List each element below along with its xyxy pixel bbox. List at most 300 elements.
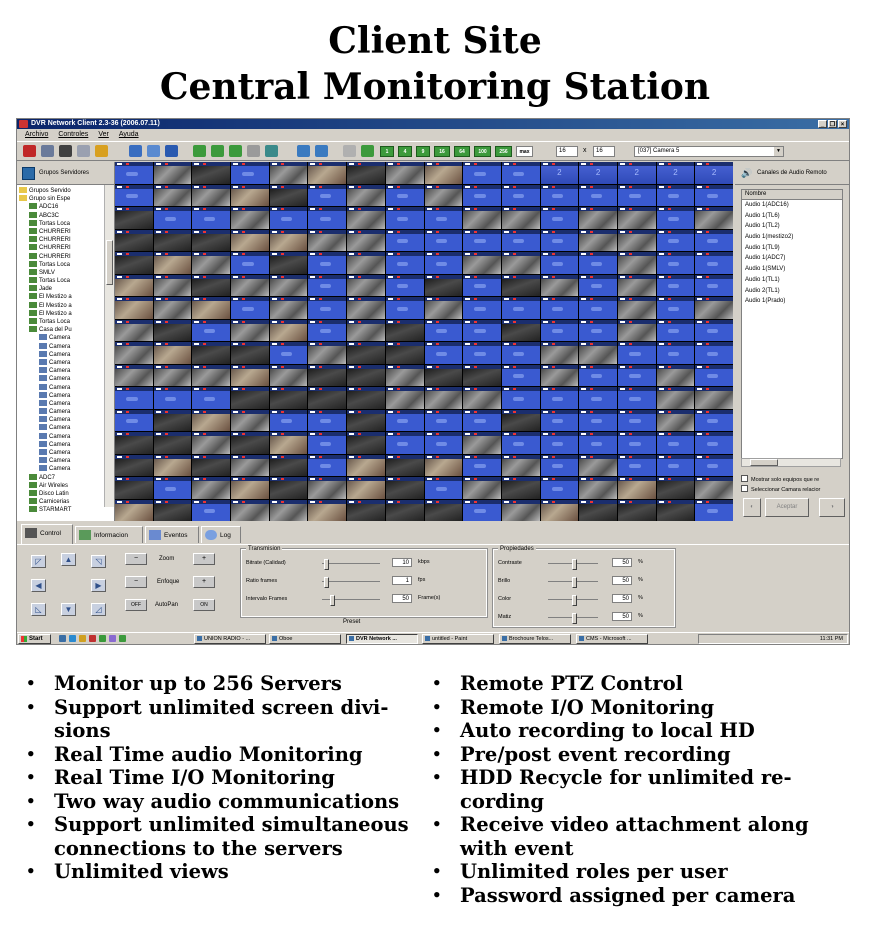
clock[interactable]: 11:31 PM bbox=[819, 636, 843, 642]
camera-tile[interactable] bbox=[270, 185, 308, 207]
camera-tile[interactable] bbox=[192, 342, 230, 364]
audio-list-scrollbar[interactable] bbox=[741, 458, 841, 467]
camera-tile[interactable] bbox=[308, 477, 346, 499]
camera-tile[interactable] bbox=[463, 365, 501, 387]
camera-tile[interactable] bbox=[463, 230, 501, 252]
stop-icon[interactable] bbox=[193, 145, 206, 157]
camera-tile[interactable] bbox=[270, 320, 308, 342]
camera-tile[interactable] bbox=[115, 185, 153, 207]
tree-node-camera[interactable] bbox=[17, 449, 114, 457]
tree-node-server[interactable] bbox=[17, 269, 114, 277]
camera-tile[interactable] bbox=[695, 410, 733, 432]
camera-tile[interactable] bbox=[270, 500, 308, 522]
camera-tile[interactable] bbox=[695, 365, 733, 387]
tree-node-server[interactable] bbox=[17, 244, 114, 252]
camera-tile[interactable] bbox=[270, 432, 308, 454]
camera-tile[interactable] bbox=[695, 432, 733, 454]
camera-tile[interactable] bbox=[579, 320, 617, 342]
tree-node-camera[interactable] bbox=[17, 392, 114, 400]
camera-tile[interactable] bbox=[231, 342, 269, 364]
chevron-down-icon[interactable]: ▼ bbox=[774, 147, 783, 156]
audio-channel-item[interactable]: Audio 1(SMLV) bbox=[745, 266, 786, 273]
tree-node-server[interactable] bbox=[17, 212, 114, 220]
camera-tile[interactable] bbox=[463, 162, 501, 184]
talk-icon[interactable]: ◐ bbox=[743, 498, 761, 517]
camera-tile[interactable] bbox=[154, 455, 192, 477]
camera-tile[interactable] bbox=[541, 365, 579, 387]
tree-node-server[interactable] bbox=[17, 228, 114, 236]
camera-tile[interactable] bbox=[463, 477, 501, 499]
minimize-button[interactable]: _ bbox=[818, 120, 827, 128]
camera-tile[interactable] bbox=[231, 410, 269, 432]
camera-tile[interactable] bbox=[618, 207, 656, 229]
refresh-icon[interactable] bbox=[343, 145, 356, 157]
camera-tile[interactable] bbox=[425, 500, 463, 522]
camera-tile[interactable] bbox=[657, 185, 695, 207]
pause-icon[interactable] bbox=[229, 145, 242, 157]
camera-tile[interactable] bbox=[270, 387, 308, 409]
focus-far-button[interactable]: + bbox=[193, 576, 215, 588]
close-button[interactable]: × bbox=[838, 120, 847, 128]
camera-tile[interactable] bbox=[541, 455, 579, 477]
camera-tile[interactable] bbox=[386, 455, 424, 477]
layout-16-button[interactable]: 16 bbox=[434, 146, 450, 157]
property-slider[interactable] bbox=[548, 581, 598, 582]
camera-tile[interactable] bbox=[425, 410, 463, 432]
tree-node-server[interactable] bbox=[17, 318, 114, 326]
camera-tile[interactable] bbox=[579, 252, 617, 274]
transmission-slider[interactable] bbox=[322, 563, 380, 564]
camera-tile[interactable] bbox=[579, 500, 617, 522]
camera-tile[interactable] bbox=[192, 455, 230, 477]
camera-tile[interactable] bbox=[154, 432, 192, 454]
camera-tile[interactable] bbox=[618, 320, 656, 342]
print-icon[interactable] bbox=[315, 145, 328, 157]
camera-tile[interactable] bbox=[657, 275, 695, 297]
camera-tile[interactable] bbox=[425, 207, 463, 229]
camera-tile[interactable] bbox=[657, 342, 695, 364]
camera-tile[interactable] bbox=[347, 365, 385, 387]
camera-tile[interactable] bbox=[115, 432, 153, 454]
ie-icon[interactable] bbox=[69, 635, 76, 642]
camera-tile[interactable] bbox=[308, 410, 346, 432]
camera-tile[interactable] bbox=[154, 410, 192, 432]
camera-tile[interactable] bbox=[270, 477, 308, 499]
camera-tile[interactable] bbox=[347, 342, 385, 364]
camera-tile[interactable] bbox=[618, 230, 656, 252]
camera-tile[interactable] bbox=[308, 252, 346, 274]
folder-icon[interactable] bbox=[79, 635, 86, 642]
camera-tile[interactable] bbox=[115, 275, 153, 297]
camera-tile[interactable] bbox=[231, 185, 269, 207]
tools-icon[interactable] bbox=[95, 145, 108, 157]
camera-tile[interactable] bbox=[425, 455, 463, 477]
camera-tile[interactable] bbox=[463, 252, 501, 274]
camera-tile[interactable] bbox=[386, 342, 424, 364]
camera-tile[interactable] bbox=[657, 365, 695, 387]
camera-tile[interactable] bbox=[347, 387, 385, 409]
camera-tile[interactable] bbox=[347, 162, 385, 184]
tree-node-server[interactable] bbox=[17, 506, 114, 514]
camera-tile[interactable] bbox=[270, 410, 308, 432]
camera-tile[interactable] bbox=[231, 320, 269, 342]
property-slider[interactable] bbox=[548, 563, 598, 564]
tree-node-folder[interactable] bbox=[17, 195, 114, 203]
camera-tile[interactable] bbox=[657, 320, 695, 342]
camera-tile[interactable] bbox=[463, 410, 501, 432]
camera-tile[interactable] bbox=[154, 252, 192, 274]
camera-tile[interactable] bbox=[463, 432, 501, 454]
camera-tile[interactable] bbox=[425, 230, 463, 252]
camera-tile[interactable] bbox=[115, 230, 153, 252]
column-header-nombre[interactable]: Nombre bbox=[742, 190, 842, 200]
camera-tile[interactable] bbox=[541, 230, 579, 252]
camera-tile[interactable] bbox=[192, 500, 230, 522]
camera-tile[interactable] bbox=[579, 162, 617, 184]
camera-tile[interactable] bbox=[308, 342, 346, 364]
extra-icon[interactable]: ◑ bbox=[819, 498, 845, 517]
camera-tile[interactable] bbox=[657, 252, 695, 274]
camera-tile[interactable] bbox=[386, 185, 424, 207]
camera-tile[interactable] bbox=[579, 477, 617, 499]
audio-channel-item[interactable]: Audio 1(TL1) bbox=[745, 276, 780, 283]
camera-tile[interactable] bbox=[425, 320, 463, 342]
camera-tile[interactable] bbox=[154, 500, 192, 522]
task-union-radio[interactable]: UNION RADIO - ... bbox=[194, 634, 266, 644]
slider-knob[interactable] bbox=[572, 595, 577, 606]
camera-tile[interactable] bbox=[192, 387, 230, 409]
camera-tile[interactable] bbox=[618, 252, 656, 274]
tree-node-camera[interactable] bbox=[17, 441, 114, 449]
camera-tile[interactable] bbox=[695, 185, 733, 207]
play-icon[interactable] bbox=[211, 145, 224, 157]
camera-tile[interactable] bbox=[192, 365, 230, 387]
layout-9-button[interactable]: 9 bbox=[416, 146, 430, 157]
camera-tile[interactable] bbox=[695, 455, 733, 477]
camera-tile[interactable] bbox=[502, 342, 540, 364]
camera-tile[interactable] bbox=[231, 500, 269, 522]
camera-tile[interactable] bbox=[386, 162, 424, 184]
sequence-icon[interactable] bbox=[361, 145, 374, 157]
media-icon[interactable] bbox=[89, 635, 96, 642]
cols-spinner[interactable]: 16 bbox=[593, 146, 615, 157]
tree-node-server[interactable] bbox=[17, 302, 114, 310]
camera-tile[interactable] bbox=[231, 275, 269, 297]
camera-tile[interactable] bbox=[618, 297, 656, 319]
camera-tile[interactable] bbox=[347, 320, 385, 342]
camera-tile[interactable] bbox=[618, 410, 656, 432]
ptz-down-left-button[interactable]: ◺ bbox=[31, 603, 46, 616]
menu-archivo[interactable]: Archivo bbox=[25, 131, 49, 138]
fullscreen-icon[interactable] bbox=[165, 145, 178, 157]
camera-tile[interactable] bbox=[270, 297, 308, 319]
camera-tile[interactable] bbox=[308, 432, 346, 454]
scrollbar-thumb[interactable] bbox=[106, 240, 113, 285]
camera-tile[interactable] bbox=[115, 297, 153, 319]
camera-tile[interactable] bbox=[308, 230, 346, 252]
menu-controles[interactable]: Controles bbox=[58, 131, 89, 138]
tree-node-server[interactable] bbox=[17, 482, 114, 490]
camera-tile[interactable] bbox=[502, 275, 540, 297]
camera-tile[interactable] bbox=[463, 455, 501, 477]
camera-tile[interactable] bbox=[347, 185, 385, 207]
camera-tile[interactable] bbox=[502, 207, 540, 229]
camera-tile[interactable] bbox=[657, 162, 695, 184]
camera-tile[interactable] bbox=[386, 275, 424, 297]
task-oboe[interactable]: Oboe bbox=[269, 634, 341, 644]
camera-tile[interactable] bbox=[154, 320, 192, 342]
camera-tile[interactable] bbox=[657, 477, 695, 499]
camera-tile[interactable] bbox=[154, 185, 192, 207]
property-slider[interactable] bbox=[548, 599, 598, 600]
layout-1-button[interactable]: 1 bbox=[380, 146, 394, 157]
camera-tile[interactable] bbox=[231, 387, 269, 409]
camera-tile[interactable] bbox=[308, 365, 346, 387]
tree-node-camera[interactable] bbox=[17, 416, 114, 424]
window-title-bar[interactable] bbox=[17, 119, 849, 129]
camera-tile[interactable] bbox=[347, 477, 385, 499]
tree-node-camera[interactable] bbox=[17, 343, 114, 351]
slider-knob[interactable] bbox=[330, 595, 335, 606]
camera-tile[interactable] bbox=[502, 500, 540, 522]
camera-tile[interactable] bbox=[657, 230, 695, 252]
slider-knob[interactable] bbox=[572, 559, 577, 570]
camera-tile[interactable] bbox=[579, 432, 617, 454]
camera-tile[interactable] bbox=[231, 162, 269, 184]
camera-tile[interactable] bbox=[618, 162, 656, 184]
camera-tile[interactable] bbox=[231, 297, 269, 319]
slider-knob[interactable] bbox=[572, 613, 577, 624]
camera-tile[interactable] bbox=[154, 207, 192, 229]
search-icon[interactable] bbox=[77, 145, 90, 157]
tree-node-server[interactable] bbox=[17, 490, 114, 498]
camera-tile[interactable] bbox=[657, 297, 695, 319]
camera-tile[interactable] bbox=[308, 320, 346, 342]
camera-tile[interactable] bbox=[115, 500, 153, 522]
camera-tile[interactable] bbox=[618, 387, 656, 409]
rows-spinner[interactable]: 16 bbox=[556, 146, 578, 157]
autopan-off-button[interactable]: OFF bbox=[125, 599, 147, 611]
layout-256-button[interactable]: 256 bbox=[495, 146, 512, 157]
camera-tile[interactable] bbox=[502, 252, 540, 274]
app2-quicklaunch-icon[interactable] bbox=[109, 635, 116, 642]
autopan-on-button[interactable]: ON bbox=[193, 599, 215, 611]
zoom-out-button[interactable]: − bbox=[125, 553, 147, 565]
ptz-down-button[interactable]: ▼ bbox=[61, 603, 76, 616]
tree-node-server[interactable] bbox=[17, 285, 114, 293]
camera-tile[interactable] bbox=[192, 230, 230, 252]
tree-node-server[interactable] bbox=[17, 236, 114, 244]
tree-node-camera[interactable] bbox=[17, 351, 114, 359]
task-paint[interactable]: untitled - Paint bbox=[422, 634, 494, 644]
tree-node-camera[interactable] bbox=[17, 359, 114, 367]
camera-tile[interactable] bbox=[657, 207, 695, 229]
task-dvr-network[interactable]: DVR Network ... bbox=[346, 634, 418, 644]
focus-near-button[interactable]: − bbox=[125, 576, 147, 588]
camera-tile[interactable] bbox=[308, 387, 346, 409]
camera-tile[interactable] bbox=[618, 342, 656, 364]
camera-tile[interactable] bbox=[386, 477, 424, 499]
camera-tile[interactable] bbox=[695, 500, 733, 522]
snapshot-icon[interactable] bbox=[297, 145, 310, 157]
camera-tile[interactable] bbox=[695, 342, 733, 364]
camera-tile[interactable] bbox=[541, 477, 579, 499]
camera-tile[interactable] bbox=[192, 410, 230, 432]
tree-node-server[interactable] bbox=[17, 474, 114, 482]
transmission-value[interactable]: 50 bbox=[392, 594, 412, 603]
speaker-icon[interactable] bbox=[247, 145, 260, 157]
camera-tile[interactable] bbox=[231, 252, 269, 274]
transmission-slider[interactable] bbox=[322, 581, 380, 582]
camera-tile[interactable] bbox=[695, 162, 733, 184]
tree-node-camera[interactable] bbox=[17, 465, 114, 473]
camera-tile[interactable] bbox=[192, 477, 230, 499]
camera-tile[interactable] bbox=[192, 297, 230, 319]
camera-tile[interactable] bbox=[115, 365, 153, 387]
camera-tile[interactable] bbox=[154, 365, 192, 387]
scrollbar-thumb[interactable] bbox=[750, 459, 778, 466]
camera-tile[interactable] bbox=[541, 387, 579, 409]
camera-tile[interactable] bbox=[502, 162, 540, 184]
tab-log[interactable]: Log bbox=[201, 526, 241, 543]
camera-tile[interactable] bbox=[618, 500, 656, 522]
zoom-in-button[interactable]: + bbox=[193, 553, 215, 565]
camera-tile[interactable] bbox=[579, 455, 617, 477]
camera-tile[interactable] bbox=[502, 477, 540, 499]
camera-tile[interactable] bbox=[308, 275, 346, 297]
camera-tile[interactable] bbox=[618, 365, 656, 387]
layout-icon[interactable] bbox=[147, 145, 160, 157]
camera-tile[interactable] bbox=[347, 275, 385, 297]
camera-tile[interactable] bbox=[502, 320, 540, 342]
audio-channel-item[interactable]: Audio 1(TL2) bbox=[745, 223, 780, 230]
tree-node-server[interactable] bbox=[17, 220, 114, 228]
property-value[interactable]: 50 bbox=[612, 594, 632, 603]
ptz-up-right-button[interactable]: ◹ bbox=[91, 555, 106, 568]
camera-tile[interactable] bbox=[618, 477, 656, 499]
camera-tile[interactable] bbox=[115, 207, 153, 229]
camera-tile[interactable] bbox=[347, 500, 385, 522]
tree-node-camera[interactable] bbox=[17, 384, 114, 392]
tree-node-server[interactable] bbox=[17, 293, 114, 301]
tree-node-camera[interactable] bbox=[17, 334, 114, 342]
camera-tile[interactable] bbox=[695, 275, 733, 297]
layout-64-button[interactable]: 64 bbox=[454, 146, 470, 157]
ptz-left-button[interactable]: ◀ bbox=[31, 579, 46, 592]
tab-informacion[interactable]: Informacion bbox=[75, 526, 143, 543]
camera-tile[interactable] bbox=[695, 230, 733, 252]
camera-tile[interactable] bbox=[270, 252, 308, 274]
camera-tile[interactable] bbox=[541, 207, 579, 229]
camera-tile[interactable] bbox=[231, 365, 269, 387]
audio-channel-item[interactable]: Audio 1(TL6) bbox=[745, 212, 780, 219]
camera-tile[interactable] bbox=[192, 320, 230, 342]
transmission-value[interactable]: 10 bbox=[392, 558, 412, 567]
start-button[interactable]: Start bbox=[18, 634, 51, 644]
camera-tile[interactable] bbox=[154, 342, 192, 364]
maximize-button[interactable]: ❐ bbox=[829, 122, 836, 128]
camera-tile[interactable] bbox=[154, 162, 192, 184]
record-icon[interactable] bbox=[59, 145, 72, 157]
camera-tile[interactable] bbox=[618, 455, 656, 477]
camera-tile[interactable] bbox=[308, 297, 346, 319]
camera-tile[interactable] bbox=[541, 297, 579, 319]
camera-tile[interactable] bbox=[657, 387, 695, 409]
camera-tile[interactable] bbox=[115, 410, 153, 432]
camera-tile[interactable] bbox=[618, 185, 656, 207]
camera-tile[interactable] bbox=[154, 477, 192, 499]
camera-tile[interactable] bbox=[695, 207, 733, 229]
camera-tile[interactable] bbox=[579, 365, 617, 387]
camera-tile[interactable] bbox=[425, 432, 463, 454]
disconnect-icon[interactable] bbox=[23, 145, 36, 157]
tree-node-server[interactable] bbox=[17, 326, 114, 334]
tree-node-server[interactable] bbox=[17, 261, 114, 269]
camera-tile[interactable] bbox=[618, 275, 656, 297]
camera-tile[interactable] bbox=[541, 275, 579, 297]
ptz-right-button[interactable]: ▶ bbox=[91, 579, 106, 592]
property-value[interactable]: 50 bbox=[612, 576, 632, 585]
camera-tile[interactable] bbox=[386, 297, 424, 319]
camera-tile[interactable] bbox=[115, 387, 153, 409]
camera-tile[interactable] bbox=[579, 207, 617, 229]
slider-knob[interactable] bbox=[324, 559, 329, 570]
camera-tile[interactable] bbox=[154, 387, 192, 409]
camera-tile[interactable] bbox=[115, 477, 153, 499]
camera-tile[interactable] bbox=[502, 185, 540, 207]
audio-channel-item[interactable]: Audio 2(TL1) bbox=[745, 287, 780, 294]
tree-node-camera[interactable] bbox=[17, 433, 114, 441]
camera-tile[interactable] bbox=[425, 297, 463, 319]
camera-tile[interactable] bbox=[579, 297, 617, 319]
app3-quicklaunch-icon[interactable] bbox=[119, 635, 126, 642]
camera-tile[interactable] bbox=[192, 252, 230, 274]
camera-tile[interactable] bbox=[270, 342, 308, 364]
camera-tile[interactable] bbox=[231, 432, 269, 454]
accept-button[interactable]: Aceptar bbox=[765, 498, 809, 517]
camera-tile[interactable] bbox=[192, 162, 230, 184]
camera-tile[interactable] bbox=[115, 320, 153, 342]
camera-tile[interactable] bbox=[463, 297, 501, 319]
tree-node-server[interactable] bbox=[17, 498, 114, 506]
tree-node-camera[interactable] bbox=[17, 424, 114, 432]
camera-tile[interactable] bbox=[502, 410, 540, 432]
camera-select[interactable] bbox=[634, 146, 784, 157]
camera-tile[interactable] bbox=[270, 365, 308, 387]
camera-tile[interactable] bbox=[695, 252, 733, 274]
camera-tile[interactable] bbox=[386, 500, 424, 522]
camera-tile[interactable] bbox=[115, 455, 153, 477]
tree-node-camera[interactable] bbox=[17, 408, 114, 416]
layout-max-button[interactable]: max bbox=[516, 146, 533, 157]
camera-tile[interactable] bbox=[386, 252, 424, 274]
tree-node-server[interactable] bbox=[17, 310, 114, 318]
menu-ver[interactable]: Ver bbox=[98, 131, 109, 138]
camera-tile[interactable] bbox=[657, 500, 695, 522]
camera-tile[interactable] bbox=[270, 162, 308, 184]
camera-tile[interactable] bbox=[541, 162, 579, 184]
camera-tile[interactable] bbox=[347, 207, 385, 229]
camera-tile[interactable] bbox=[579, 230, 617, 252]
camera-tile[interactable] bbox=[192, 185, 230, 207]
tree-node-server[interactable] bbox=[17, 253, 114, 261]
camera-tile[interactable] bbox=[463, 207, 501, 229]
monitor-icon[interactable] bbox=[129, 145, 142, 157]
camera-tile[interactable] bbox=[347, 455, 385, 477]
camera-tile[interactable] bbox=[579, 275, 617, 297]
camera-tile[interactable] bbox=[502, 432, 540, 454]
show-only-checkbox[interactable]: Mostrar solo equipos que re bbox=[741, 475, 819, 484]
